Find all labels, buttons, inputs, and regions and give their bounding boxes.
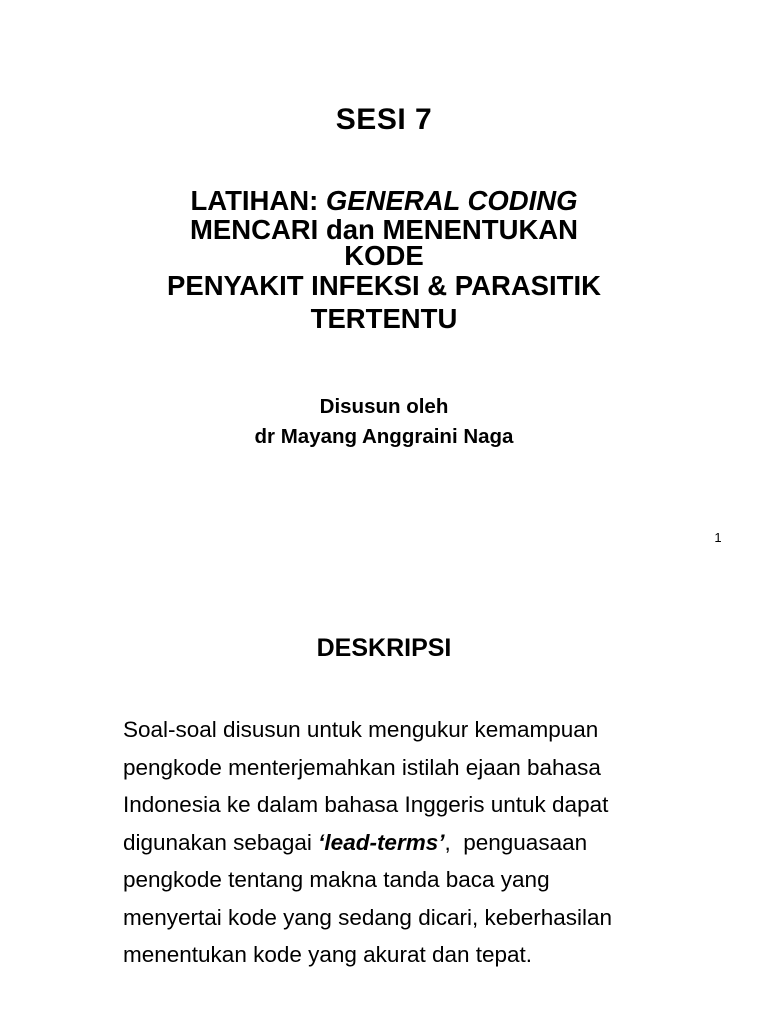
page-number: 1 <box>714 530 722 545</box>
author-prefix: Disusun oleh <box>319 395 449 418</box>
session-title: SESI 7 <box>335 103 433 136</box>
title-line-5: TERTENTU <box>310 303 458 334</box>
title-line-4: PENYAKIT INFEKSI & PARASITIK <box>167 270 601 301</box>
body-line-5: pengkode tentang makna tanda baca yang <box>123 867 550 892</box>
title-italic-term: GENERAL CODING <box>325 185 578 216</box>
title-line-1 <box>0 184 768 217</box>
body-line-4 <box>123 824 713 862</box>
lead-terms-emphasis: ‘lead-terms’ <box>318 829 445 855</box>
body-line-7: menentukan kode yang akurat dan tepat. <box>123 942 533 967</box>
description-heading: DESKRIPSI <box>316 634 452 662</box>
author-name: dr Mayang Anggraini Naga <box>254 425 514 448</box>
body-line-4-suffix: , penguasaan <box>444 829 588 855</box>
body-line-3: Indonesia ke dalam bahasa Inggeris untuk dapat <box>123 792 609 817</box>
body-line-2: pengkode menterjemahkan istilah ejaan bahasa <box>123 754 601 780</box>
author-block <box>0 392 768 452</box>
description-body <box>123 711 713 974</box>
title-line-2: MENCARI dan MENENTUKAN <box>189 214 579 245</box>
main-title <box>0 184 768 335</box>
body-line-6: menyertai kode yang sedang dicari, keberhasilan <box>123 904 613 930</box>
body-line-4-prefix: digunakan sebagai <box>123 829 319 855</box>
body-line-1: Soal-soal disusun untuk mengukur kemampuan <box>123 717 599 742</box>
title-prefix: LATIHAN: <box>190 185 326 216</box>
title-line-3: KODE <box>344 240 424 271</box>
